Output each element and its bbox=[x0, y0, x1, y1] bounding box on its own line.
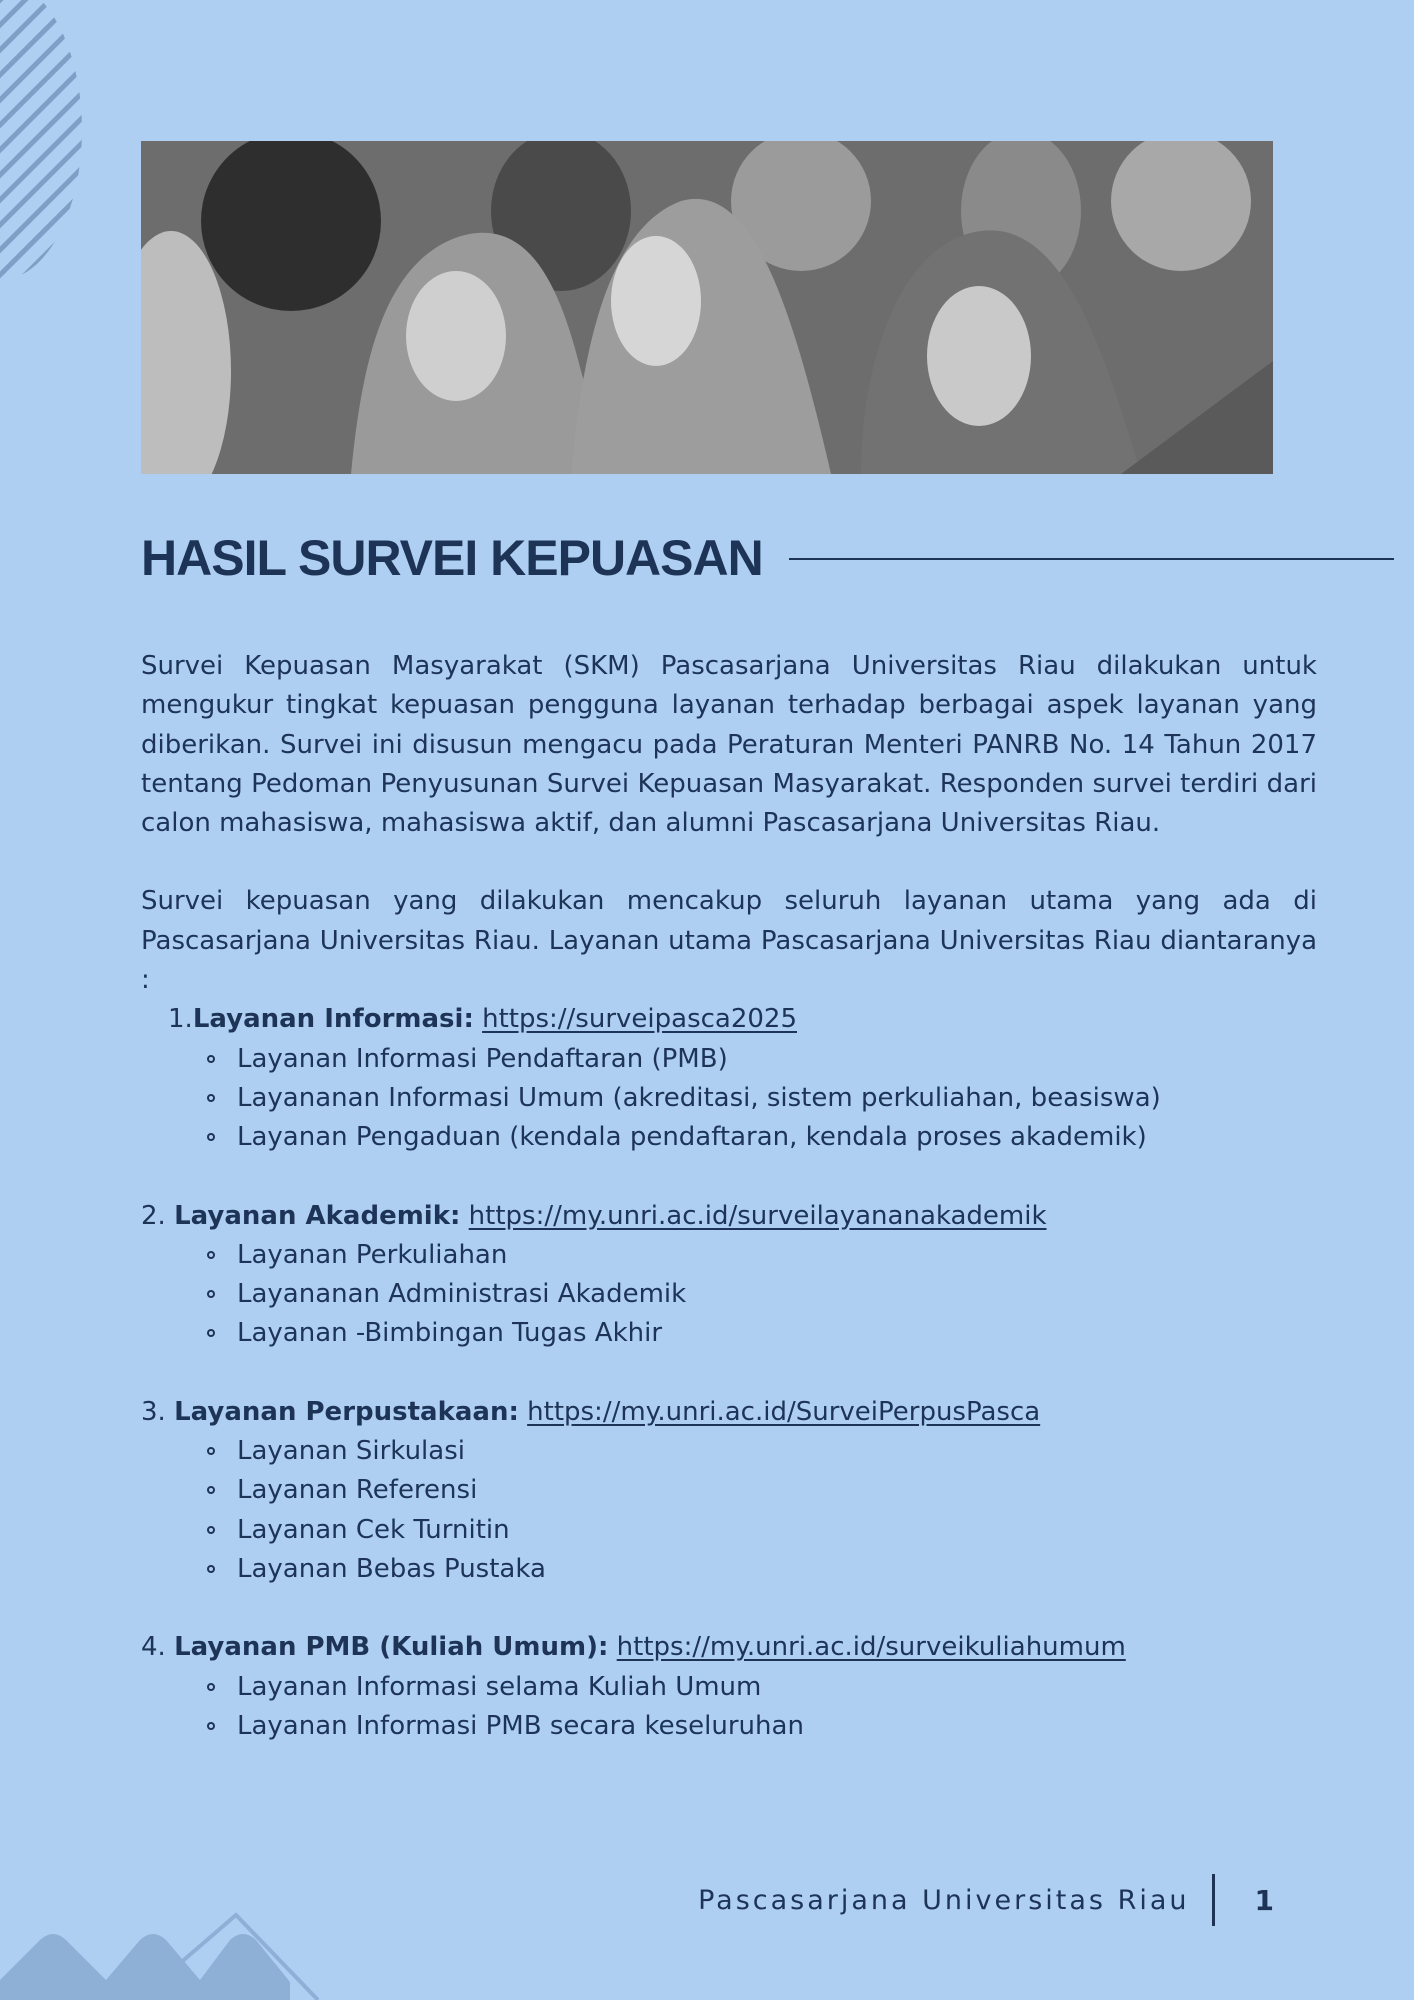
footer-divider bbox=[1212, 1874, 1215, 1926]
hero-photo bbox=[141, 141, 1273, 474]
service-heading bbox=[141, 1393, 1317, 1432]
service-number: 1. bbox=[168, 1004, 193, 1035]
title-divider-line bbox=[789, 558, 1394, 560]
footer-institution: Pascasarjana Universitas Riau bbox=[698, 1884, 1190, 1916]
page-number: 1 bbox=[1254, 1883, 1274, 1917]
list-item: Layananan Informasi Umum (akreditasi, sistem perkuliahan, beasiswa) bbox=[237, 1079, 1317, 1118]
hollow-circle-bullet-icon bbox=[207, 1722, 215, 1730]
page-title: HASIL SURVEI KEPUASAN bbox=[141, 530, 763, 586]
mountains-decoration bbox=[0, 1910, 340, 2000]
list-item: Layanan Informasi selama Kuliah Umum bbox=[237, 1668, 1317, 1707]
hollow-circle-bullet-icon bbox=[207, 1486, 215, 1494]
service-name: Layanan Perpustakaan: bbox=[174, 1396, 519, 1427]
hollow-circle-bullet-icon bbox=[207, 1526, 215, 1534]
hollow-circle-bullet-icon bbox=[207, 1094, 215, 1102]
intro-paragraph-1: Survei Kepuasan Masyarakat (SKM) Pascasarjana Universitas Riau dilakukan untuk mengukur tingkat kepuasan pengguna layanan terhadap berbagai aspek layanan yang diberikan. Survei ini disusun mengacu pada Peraturan Menteri PANRB No. 14 Tahun 2017 tentang Pedoman Penyusunan Survei Kepuasan Masyarakat. Responden survei terdiri dari calon mahasiswa, mahasiswa aktif, dan alumni Pascasarjana Universitas Riau. bbox=[141, 651, 1317, 839]
service-number: 3. bbox=[141, 1396, 166, 1427]
service-heading bbox=[141, 1000, 1317, 1039]
people-photo-illustration bbox=[141, 141, 1273, 474]
hollow-circle-bullet-icon bbox=[207, 1447, 215, 1455]
list-item: Layanan Perkuliahan bbox=[237, 1236, 1317, 1275]
service-section-pmb bbox=[141, 1628, 1317, 1746]
service-items-list bbox=[141, 1432, 1317, 1589]
list-item: Layanan -Bimbingan Tugas Akhir bbox=[237, 1314, 1317, 1353]
service-number: 4. bbox=[141, 1632, 166, 1663]
list-item: Layanan Bebas Pustaka bbox=[237, 1550, 1317, 1589]
list-item: Layanan Cek Turnitin bbox=[237, 1511, 1317, 1550]
list-item: Layanan Pengaduan (kendala pendaftaran, kendala proses akademik) bbox=[237, 1118, 1317, 1157]
list-item: Layanan Referensi bbox=[237, 1471, 1317, 1510]
service-heading bbox=[141, 1197, 1317, 1236]
main-content bbox=[141, 647, 1317, 1746]
hollow-circle-bullet-icon bbox=[207, 1683, 215, 1691]
service-items-list bbox=[141, 1040, 1317, 1158]
intro-paragraph-2: Survei kepuasan yang dilakukan mencakup seluruh layanan utama yang ada di Pascasarjana Universitas Riau. Layanan utama Pascasarjana Universitas Riau diantaranya : bbox=[141, 886, 1317, 996]
service-name: Layanan PMB (Kuliah Umum): bbox=[174, 1632, 609, 1663]
page-footer bbox=[698, 1870, 1274, 1930]
hollow-circle-bullet-icon bbox=[207, 1133, 215, 1141]
service-items-list bbox=[141, 1236, 1317, 1354]
service-survey-link[interactable]: https://my.unri.ac.id/SurveiPerpusPasca bbox=[527, 1396, 1041, 1427]
hollow-circle-bullet-icon bbox=[207, 1565, 215, 1573]
service-heading bbox=[141, 1628, 1317, 1667]
service-survey-link[interactable]: https://my.unri.ac.id/surveikuliahumum bbox=[616, 1632, 1126, 1663]
service-section-perpustakaan bbox=[141, 1393, 1317, 1589]
title-row bbox=[141, 528, 1394, 588]
service-survey-link[interactable]: https://surveipasca2025 bbox=[482, 1004, 798, 1035]
service-survey-link[interactable]: https://my.unri.ac.id/surveilayananakademik bbox=[468, 1200, 1047, 1231]
service-section-akademik bbox=[141, 1197, 1317, 1354]
hollow-circle-bullet-icon bbox=[207, 1055, 215, 1063]
service-name: Layanan Akademik: bbox=[174, 1200, 461, 1231]
list-item: Layananan Administrasi Akademik bbox=[237, 1275, 1317, 1314]
hollow-circle-bullet-icon bbox=[207, 1251, 215, 1259]
diagonal-stripes-decoration bbox=[0, 0, 90, 280]
service-name: Layanan Informasi: bbox=[192, 1004, 474, 1035]
list-item: Layanan Sirkulasi bbox=[237, 1432, 1317, 1471]
service-section-informasi bbox=[141, 1000, 1317, 1157]
list-item: Layanan Informasi Pendaftaran (PMB) bbox=[237, 1040, 1317, 1079]
hollow-circle-bullet-icon bbox=[207, 1290, 215, 1298]
service-number: 2. bbox=[141, 1200, 166, 1231]
list-item: Layanan Informasi PMB secara keseluruhan bbox=[237, 1707, 1317, 1746]
hollow-circle-bullet-icon bbox=[207, 1329, 215, 1337]
service-items-list bbox=[141, 1668, 1317, 1747]
